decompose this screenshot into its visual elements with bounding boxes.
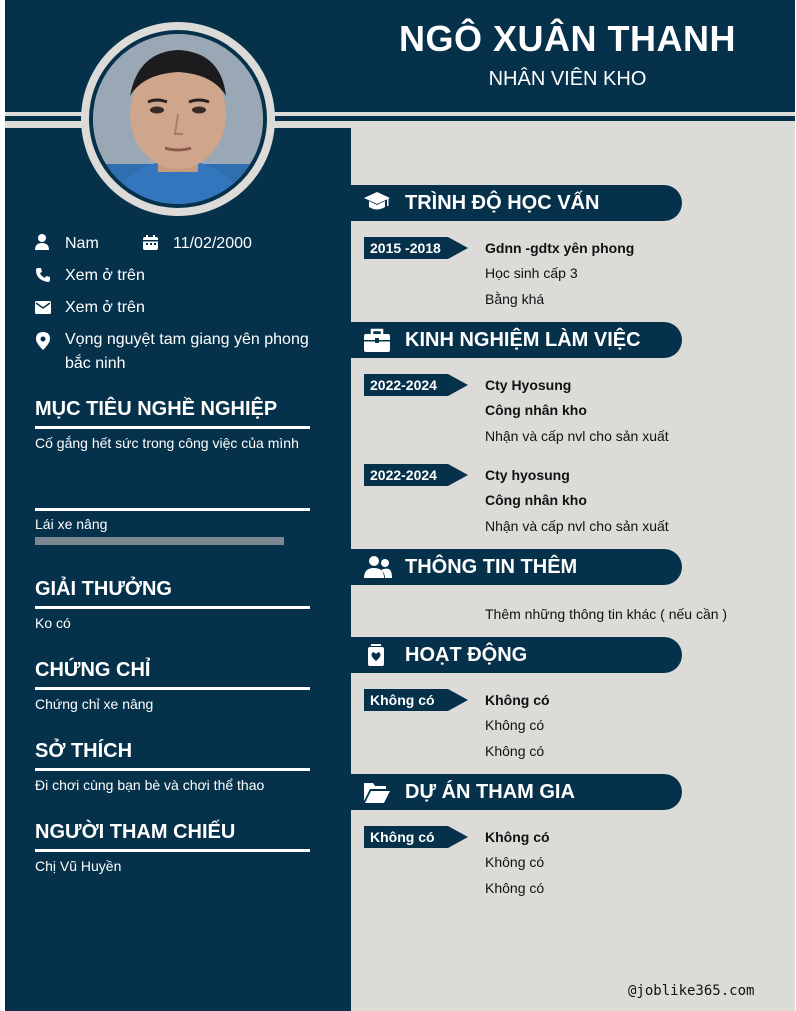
activity-badge-icon [367,644,385,666]
references-heading: NGƯỜI THAM CHIẾU [35,821,236,843]
activity-line: Không có [485,717,545,733]
objective-text: Cố gắng hết sức trong công việc của mình [35,435,299,451]
projects-heading: DỰ ÁN THAM GIA [405,781,575,803]
references-divider [35,849,310,852]
experience-description: Nhận và cấp nvl cho sản xuất [485,518,669,534]
cv-page [5,0,795,1011]
education-level: Học sinh cấp 3 [485,265,578,281]
email-icon [35,301,51,314]
users-icon [364,556,392,578]
avatar-photo [93,34,263,204]
phone-icon [35,267,51,283]
experience-description: Nhận và cấp nvl cho sản xuất [485,428,669,444]
education-school: Gdnn -gdtx yên phong [485,240,635,256]
awards-divider [35,606,310,609]
project-line: Không có [485,854,545,870]
candidate-name: NGÔ XUÂN THANH [399,18,736,59]
briefcase-icon [364,328,390,352]
experience-heading: KINH NGHIỆM LÀM VIỆC [405,329,641,351]
project-period: Không có [370,829,435,845]
experience-period: 2022-2024 [370,377,437,393]
objective-divider [35,426,310,429]
education-grade: Bằng khá [485,291,545,307]
activities-heading: HOẠT ĐỘNG [405,644,528,666]
email-value: Xem ở trên [65,299,145,316]
experience-period: 2022-2024 [370,467,437,483]
address-value: Vọng nguyệt tam giang yên phong bắc ninh [65,331,309,372]
folder-open-icon [364,781,390,803]
phone-value: Xem ở trên [65,267,145,284]
location-pin-icon [36,332,50,350]
gender-value: Nam [65,235,99,252]
skill-level-bar [35,537,284,545]
experience-company: Cty Hyosung [485,377,572,393]
user-icon [35,234,49,250]
birthday-value: 11/02/2000 [173,235,252,252]
objective-heading: MỤC TIÊU NGHỀ NGHIỆP [35,398,278,420]
skills-divider [35,508,310,511]
awards-heading: GIẢI THƯỞNG [35,578,172,600]
calendar-icon [143,235,158,250]
watermark: @joblike365.com [628,983,755,999]
sidebar [5,128,351,1011]
job-title: NHÂN VIÊN KHO [488,68,647,90]
additional-text: Thêm những thông tin khác ( nếu cần ) [485,606,728,622]
references-text: Chị Vũ Huyền [35,858,122,874]
certificates-heading: CHỨNG CHỈ [35,659,151,681]
experience-position: Công nhân kho [485,402,587,418]
education-heading: TRÌNH ĐỘ HỌC VẤN [405,192,600,214]
activity-line: Không có [485,743,545,759]
project-title: Không có [485,829,550,845]
hobbies-heading: SỞ THÍCH [35,740,133,762]
hobbies-divider [35,768,310,771]
experience-position: Công nhân kho [485,492,587,508]
certificates-text: Chứng chỉ xe nâng [35,696,154,712]
graduation-cap-icon [364,191,390,213]
skill-name: Lái xe nâng [35,516,108,532]
certificates-divider [35,687,310,690]
awards-text: Ko có [35,615,71,631]
education-period: 2015 -2018 [370,240,441,256]
activity-period: Không có [370,692,435,708]
activity-title: Không có [485,692,550,708]
avatar [93,34,263,204]
additional-heading: THÔNG TIN THÊM [405,556,578,578]
hobbies-text: Đi chơi cùng bạn bè và chơi thể thao [35,777,265,793]
project-line: Không có [485,880,545,896]
experience-company: Cty hyosung [485,467,570,483]
